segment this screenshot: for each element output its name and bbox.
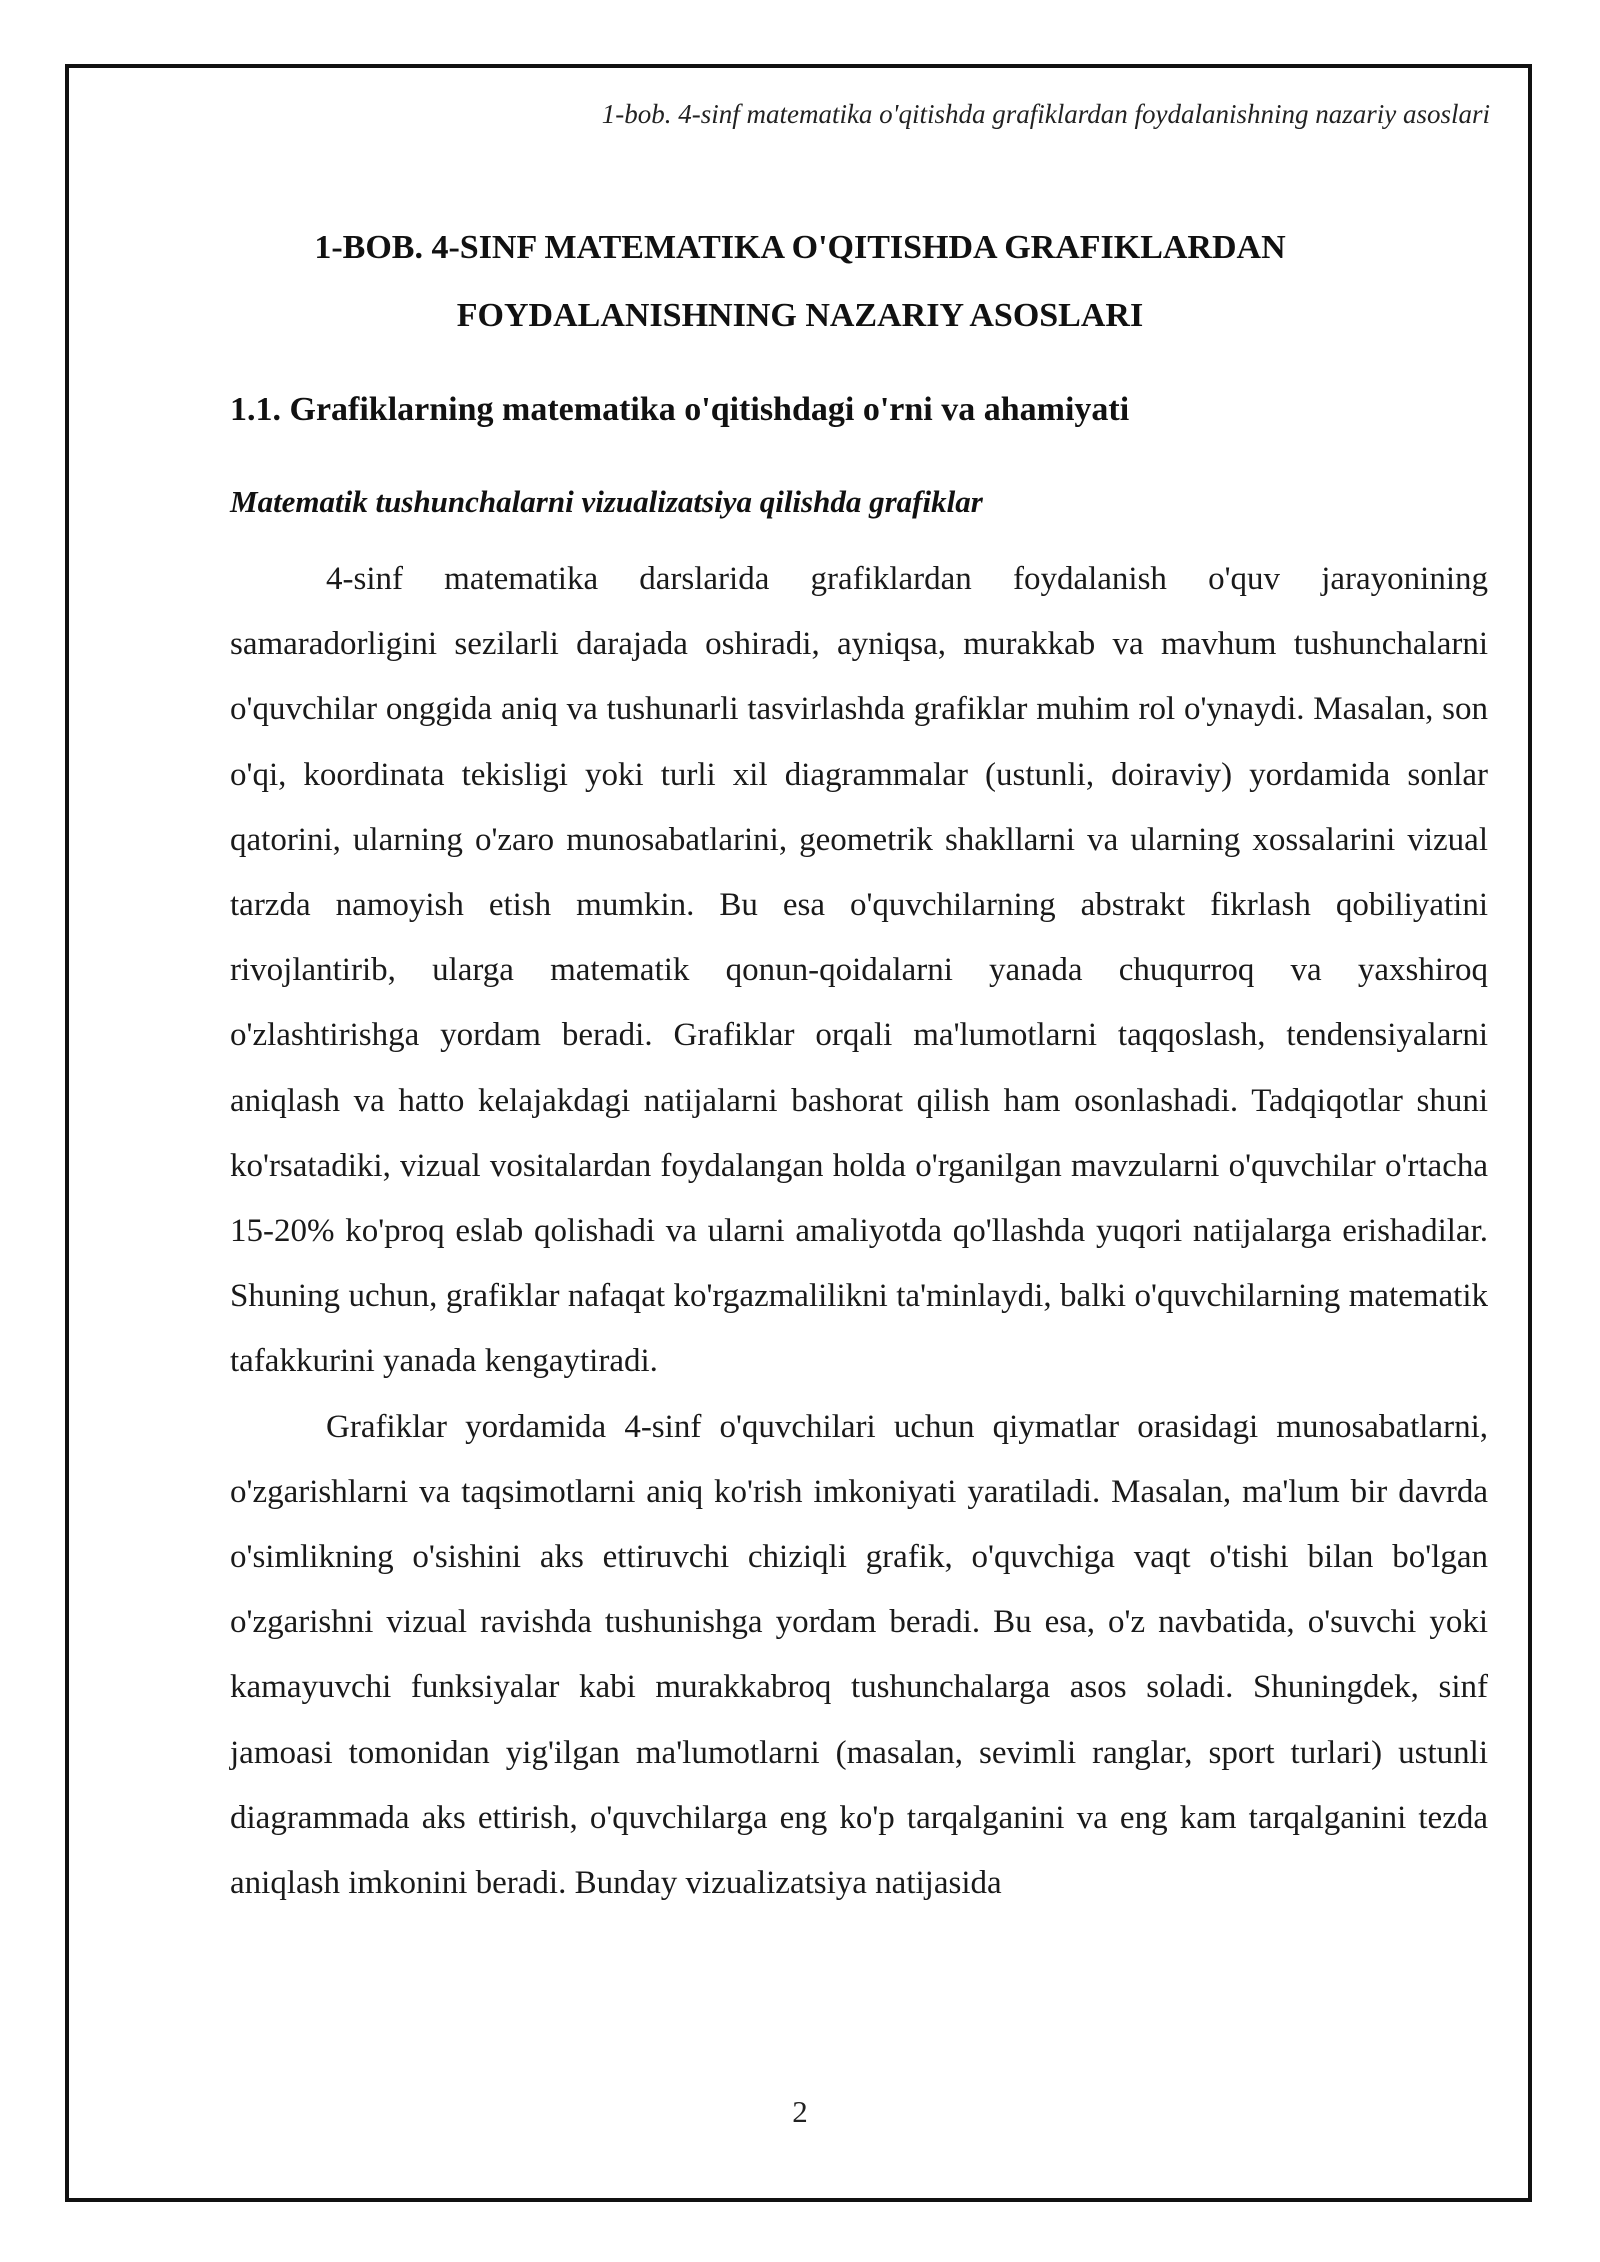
paragraph-2: Grafiklar yordamida 4-sinf o'quvchilari uchun qiymatlar orasidagi munosabatlarni, o'zgarishlarni va taqsimotlarni aniq ko'rish imkoniyati yaratiladi. Masalan, ma'lum bir davrda o'simlikning o'sishini aks ettiruvchi chiziqli grafik, o'quvchiga vaqt o'tishi bilan bo'lgan o'zgarishni vizual ravishda tushunishga yordam beradi. Bu esa, o'z navbatida, o'suvchi yoki kamayuvchi funksiyalar kabi murakkabroq tushunchalarga asos soladi. Shuningdek, sinf jamoasi tomonidan yig'ilgan ma'lumotlarni (masalan, sevimli ranglar, sport turlari) ustunli diagrammada aks ettirish, o'quvchilarga eng ko'p tarqalganini va eng kam tarqalganini tezda aniqlash imkonini beradi. Bunday vizualizatsiya natijasida [230, 1408, 1488, 1902]
page-number: 2 [792, 2094, 808, 2129]
chapter-title: 1-BOB. 4-SINF MATEMATIKA O'QITISHDA GRAFIKLARDAN FOYDALANISHNING NAZARIY ASOSLARI [314, 229, 1286, 334]
subsection-heading: Matematik tushunchalarni vizualizatsiya qilishda grafiklar [230, 484, 983, 519]
body-text [230, 547, 1488, 1916]
paragraph-1: 4-sinf matematika darslarida grafiklardan foydalanish o'quv jarayonining samaradorligini sezilarli darajada oshiradi, ayniqsa, murakkab va mavhum tushunchalarni o'quvchilar onggida aniq va tushunarli tasvirlashda grafiklar muhim rol o'ynaydi. Masalan, son o'qi, koordinata tekisligi yoki turli xil diagrammalar (ustunli, doiraviy) yordamida sonlar qatorini, ularning o'zaro munosabatlarini, geometrik shakllarni va ularning xossalarini vizual tarzda namoyish etish mumkin. Bu esa o'quvchilarning abstrakt fikrlash qobiliyatini rivojlantirib, ularga matematik qonun-qoidalarni yanada chuqurroq va yaxshiroq o'zlashtirishga yordam beradi. Grafiklar orqali ma'lumotlarni taqqoslash, tendensiyalarni aniqlash va hatto kelajakdagi natijalarni bashorat qilish ham osonlashadi. Tadqiqotlar shuni ko'rsatadiki, vizual vositalardan foydalangan holda o'rganilgan mavzularni o'quvchilar o'rtacha 15-20% ko'proq eslab qolishadi va ularni amaliyotda qo'llashda yuqori natijalarga erishadilar. Shuning uchun, grafiklar nafaqat ko'rgazmalilikni ta'minlaydi, balki o'quvchilarning matematik tafakkurini yanada kengaytiradi. [230, 561, 1488, 1380]
section-heading: 1.1. Grafiklarning matematika o'qitishdagi o'rni va ahamiyati [230, 391, 1130, 428]
running-header: 1-bob. 4-sinf matematika o'qitishda grafiklardan foydalanishning nazariy asoslari [601, 99, 1490, 129]
